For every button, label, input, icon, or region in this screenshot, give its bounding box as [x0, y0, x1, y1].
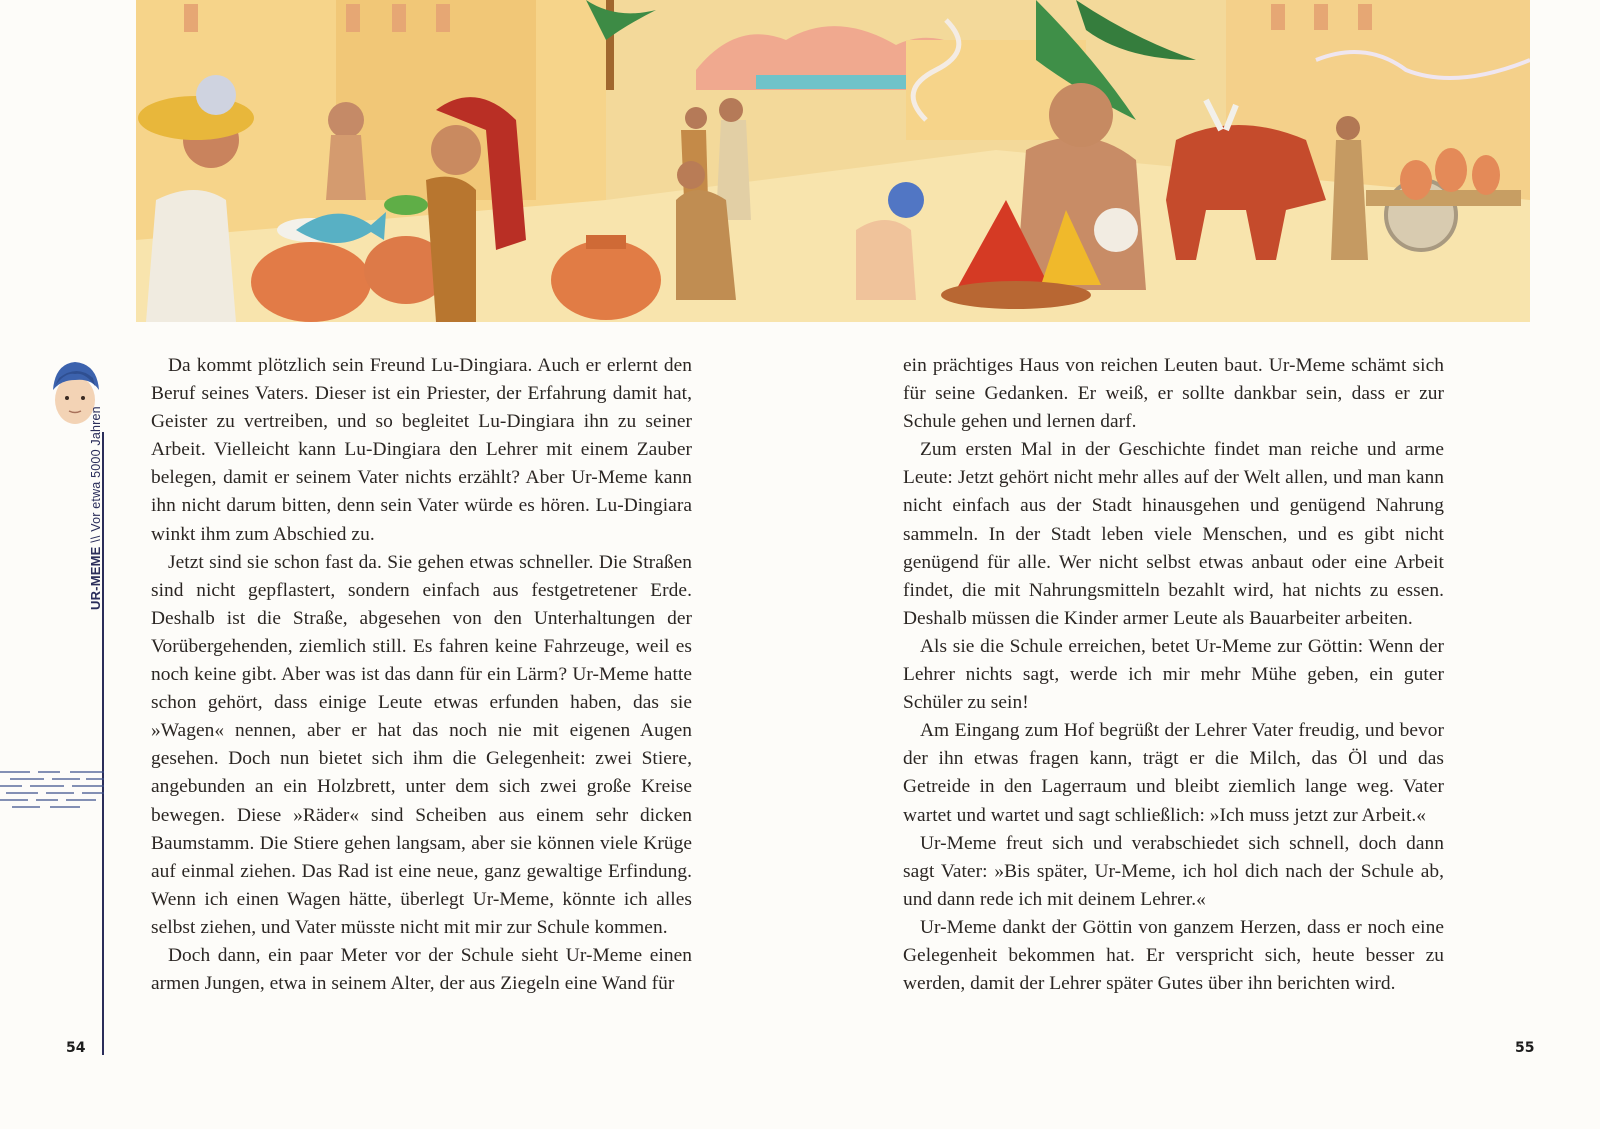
left-text-column [151, 352, 692, 998]
page-number-left: 54 [66, 1040, 86, 1056]
paragraph: Am Eingang zum Hof begrüßt der Lehrer Vater freudig, und bevor der ihn etwas fragen kann, trägt er die Milch, das Öl und das Getreide in den Lagerraum und bleibt ziemlich lange weg. Vater wartet und wartet und sagt schließlich: »Ich muss jetzt zur Arbeit.« [903, 720, 1444, 826]
chapter-label [88, 406, 103, 610]
paragraph: ein prächtiges Haus von reichen Leuten baut. Ur-Meme schämt sich für seine Gedanken. Er weiß, er sollte dankbar sein, dass er zur Schule gehen und lernen darf. [903, 355, 1444, 433]
water-waves-decoration [0, 768, 104, 810]
chapter-separator: \\ [89, 531, 103, 547]
paragraph: Doch dann, ein paar Meter vor der Schule sieht Ur-Meme einen armen Jungen, etwa in seinem Alter, der aus Ziegeln eine Wand für [151, 944, 692, 995]
page-number-right: 55 [1515, 1040, 1535, 1056]
market-street-illustration [136, 0, 1530, 322]
paragraph: Zum ersten Mal in der Geschichte findet man reiche und arme Leute: Jetzt gehört nicht mehr alles auf der Welt allen, und man kann nicht einfach aus der Stadt hinausgehen und genügend Nahrung sammeln. In der Stadt leben viele Menschen, und es gibt nicht genügend für alle. Wer nicht selbst etwas anbaut oder eine Arbeit findet, die mit Nahrungsmitteln bezahlt wird, hat nichts zu essen. Deshalb müssen die Kinder armer Leute als Bauarbeiter arbeiten. [903, 439, 1444, 629]
paragraph: Ur-Meme freut sich und verabschiedet sich schnell, doch dann sagt Vater: »Bis später, Ur-Meme, ich hol dich nach der Schule ab, und dann rede ich mit deinem Lehrer.« [903, 832, 1444, 910]
chapter-era: Vor etwa 5000 Jahren [89, 406, 103, 532]
paragraph: Jetzt sind sie schon fast da. Sie gehen etwas schneller. Die Straßen sind nicht gepflastert, sondern einfach aus festgetretener Erde. Deshalb ist die Straße, abgesehen von den Unterhaltungen der Vorübergehenden, ziemlich still. Es fahren keine Fahrzeuge, weil es noch keine gibt. Aber was ist das dann für ein Lärm? Ur-Meme hatte schon gehört, dass einige Leute etwas erfunden haben, das sie »Wagen« nennen, aber er hat das noch nie mit eigenen Augen gesehen. Doch nun bietet sich ihm die Gelegenheit: zwei Stiere, angebunden an ein Holzbrett, unter dem sich zwei große Kreise bewegen. Diese »Räder« sind Scheiben aus einem sehr dicken Baumstamm. Die Stiere gehen langsam, aber sie können viele Krüge auf einmal ziehen. Das Rad ist eine neue, ganz gewaltige Erfindung. Wenn ich einen Wagen hätte, überlegt Ur-Meme, könnte ich alles selbst ziehen, und Vater müsste nicht mit mir zur Schule kommen. [151, 551, 692, 938]
paragraph: Als sie die Schule erreichen, betet Ur-Meme zur Göttin: Wenn der Lehrer nichts sagt, werde ich mir mehr Mühe geben, ein guter Schüler zu sein! [903, 635, 1444, 714]
paragraph: Ur-Meme dankt der Göttin von ganzem Herzen, dass er noch eine Gelegenheit bekommen hat. Er verspricht sich, heute besser zu werden, damit der Lehrer später Gutes über ihn berichten wird. [903, 916, 1444, 995]
paragraph: Da kommt plötzlich sein Freund Lu-Dingiara. Auch er erlernt den Beruf seines Vaters. Dieser ist ein Priester, der Erfahrung damit hat, Geister zu vertreiben, und so begleitet Lu-Dingiara ihn zu seiner Arbeit. Vielleicht kann Lu-Dingiara den Lehrer mit einem Zauber belegen, damit er seinem Vater nichts erzählt? Aber Ur-Meme kann ihn nicht darum bitten, denn sein Vater würde es hören. Lu-Dingiara winkt ihm zum Abschied zu. [151, 355, 692, 545]
right-text-column [903, 352, 1444, 998]
chapter-name: UR-MEME [88, 546, 103, 610]
